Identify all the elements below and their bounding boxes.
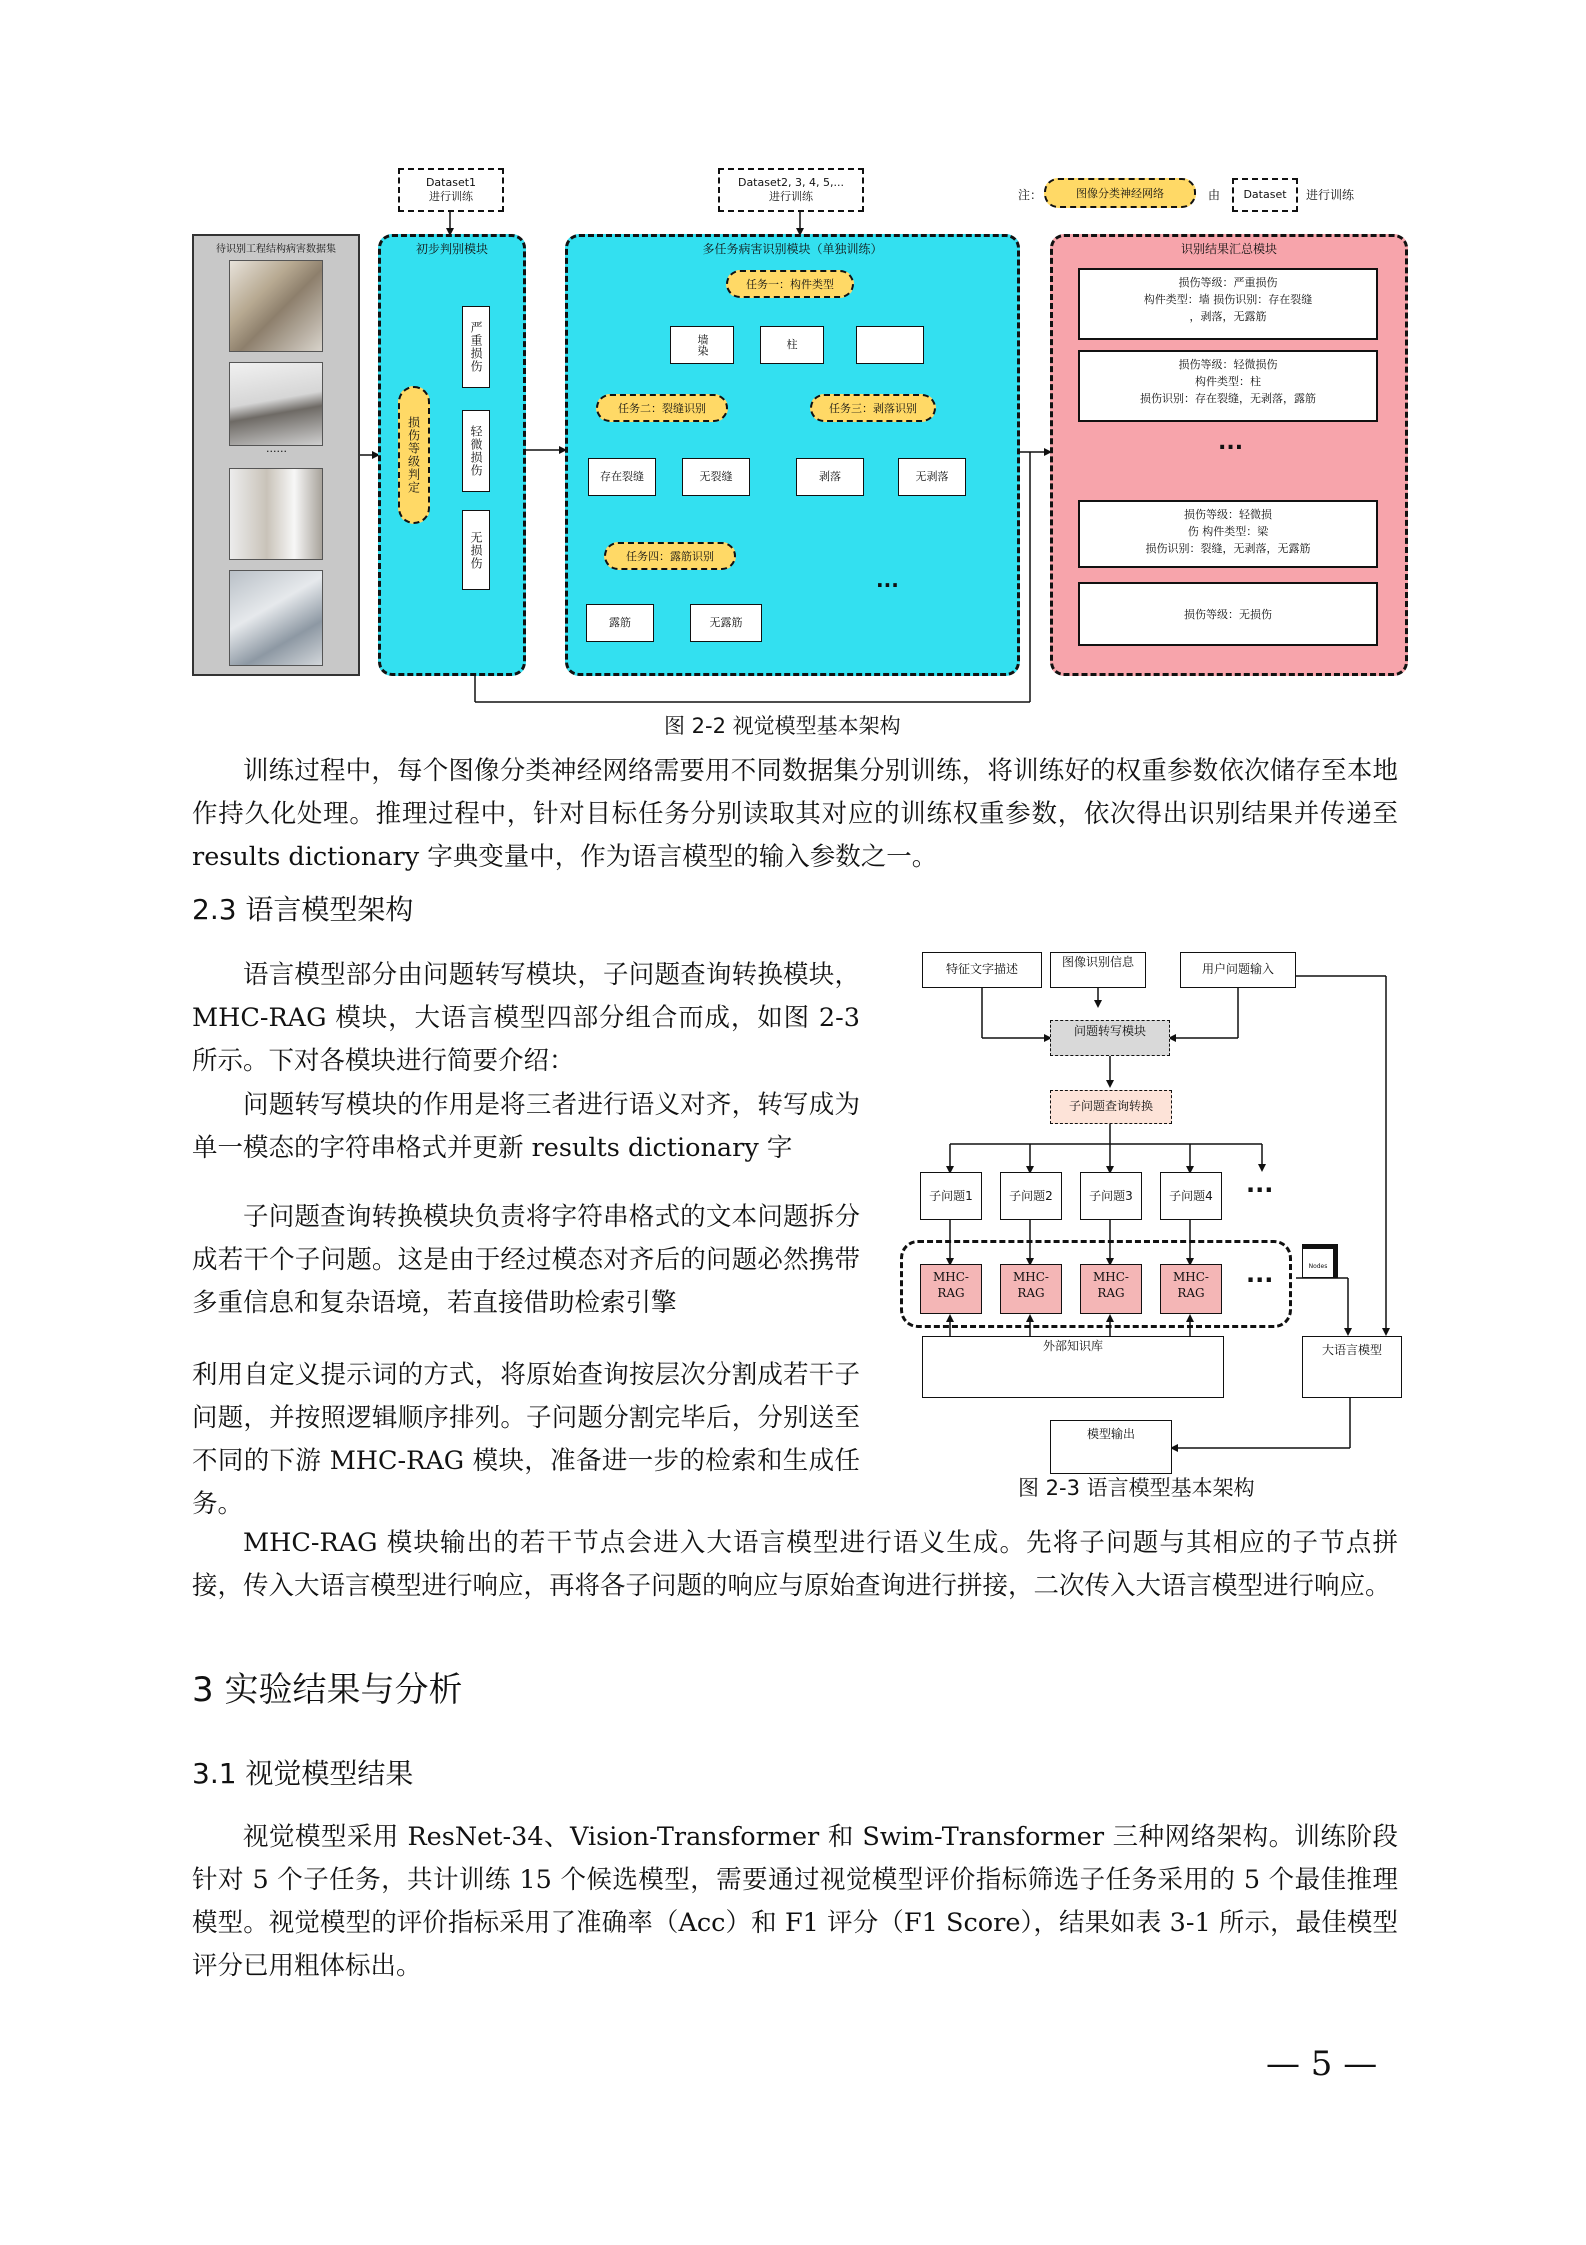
task1-label: 任务一：构件类型 bbox=[746, 278, 834, 291]
input-image-info bbox=[1050, 952, 1146, 988]
paragraph-subquestion: 子问题查询转换模块负责将字符串格式的文本问题拆分成若干个子问题。这是由于经过模态对齐后的问题必然携带多重信息和复杂语境，若直接借助检索引擎 bbox=[192, 1202, 860, 1318]
task1-opt-wall-label: 墙染 bbox=[696, 334, 709, 356]
result-3-line-3: 损伤识别：裂缝，无剥落，无露筋 bbox=[1145, 542, 1311, 555]
question-rewrite-label: 问题转写模块 bbox=[1073, 1024, 1146, 1038]
mhc-rag-3-label: MHC-RAG bbox=[1093, 1270, 1129, 1300]
severe-damage-label: 严重损伤 bbox=[469, 321, 483, 373]
damage-judge-label: 损伤等级判定 bbox=[406, 416, 421, 494]
dataset1-label: Dataset1 bbox=[425, 176, 477, 189]
external-knowledge-base bbox=[922, 1336, 1224, 1398]
section-3-heading: 3 实验结果与分析 bbox=[192, 1670, 463, 1710]
note-suffix: 进行训练 bbox=[1306, 188, 1355, 202]
result-2-line-3: 损伤识别：存在裂缝，无剥落，露筋 bbox=[1140, 392, 1316, 405]
note-dataset-label: Dataset bbox=[1243, 188, 1287, 201]
page-number: — 5 — bbox=[1266, 2044, 1378, 2084]
mhc-rag-4 bbox=[1160, 1264, 1222, 1314]
note-by: 由 bbox=[1208, 188, 1221, 202]
subquestion-transform-module bbox=[1050, 1090, 1172, 1124]
note-pill-label: 图像分类神经网络 bbox=[1076, 187, 1164, 200]
mhc-rag-1-label: MHC-RAG bbox=[933, 1270, 969, 1300]
subquestion-3-label: 子问题3 bbox=[1089, 1189, 1133, 1203]
input-user-question-label: 用户问题输入 bbox=[1201, 962, 1274, 976]
paragraph-prompt-split: 利用自定义提示词的方式，将原始查询按层次分割成若干子问题，并按照逻辑顺序排列。子问题分割完毕后，分别送至不同的下游 MHC-RAG 模块，准备进一步的检索和生成任务。 bbox=[192, 1360, 860, 1519]
result-3-line-2: 伤 构件类型：梁 bbox=[1187, 525, 1269, 538]
large-language-model bbox=[1302, 1336, 1402, 1398]
mhc-rag-3 bbox=[1080, 1264, 1142, 1314]
mhc-rag-2 bbox=[1000, 1264, 1062, 1314]
model-output-label: 模型输出 bbox=[1086, 1427, 1135, 1441]
paragraph-vision-results: 视觉模型采用 ResNet-34、Vision-Transformer 和 Swim-Transformer 三种网络架构。训练阶段针对 5 个子任务，共计训练 15 个候选模型，需要通过视觉模型评价指标筛选子任务采用的 5 个最佳推理模型。视觉模型的评价指标采用了准确率（Acc）和 F1 评分（F1 Score），结果如表 3-1 所示，最佳模型评分已用粗体标出。 bbox=[192, 1822, 1398, 1981]
mhc-rag-4-label: MHC-RAG bbox=[1173, 1270, 1209, 1300]
no-damage-label: 无损伤 bbox=[469, 530, 483, 570]
panel2-title: 多任务病害识别模块（单独训练） bbox=[702, 242, 883, 256]
result-2-line-1: 损伤等级：轻微损伤 bbox=[1178, 358, 1278, 371]
task-ellipsis: ... bbox=[876, 568, 899, 592]
result-1-line-2: 构件类型：墙 损伤识别：存在裂缝 bbox=[1143, 293, 1313, 306]
image-more-dots: ...... bbox=[266, 442, 287, 455]
input-user-question bbox=[1180, 952, 1296, 988]
dataset1-sub: 进行训练 bbox=[429, 190, 473, 203]
dataset2-sub: 进行训练 bbox=[769, 190, 813, 203]
result-1-line-1: 损伤等级：严重损伤 bbox=[1178, 276, 1278, 289]
subquestion-2-label: 子问题2 bbox=[1009, 1189, 1053, 1203]
subquestion-transform-label: 子问题查询转换 bbox=[1068, 1099, 1153, 1113]
paragraph-mhc-rag-output: MHC-RAG 模块输出的若干节点会进入大语言模型进行语义生成。先将子问题与其相应的子节点拼接，传入大语言模型进行响应，再将各子问题的响应与原始查询进行拼接，二次传入大语言模型进行响应。 bbox=[192, 1528, 1398, 1601]
nodes-doc-label: Nodes bbox=[1308, 1263, 1328, 1270]
task4-opt-rebar-label: 露筋 bbox=[609, 616, 631, 629]
task2-opt-nocrack-label: 无裂缝 bbox=[699, 470, 733, 483]
section-2-3-heading: 2.3 语言模型架构 bbox=[192, 893, 414, 926]
task2-label: 任务二：裂缝识别 bbox=[618, 402, 706, 415]
subquestion-4-label: 子问题4 bbox=[1169, 1189, 1213, 1203]
result-4-line-1: 损伤等级：无损伤 bbox=[1184, 608, 1272, 621]
note-prefix: 注： bbox=[1018, 188, 1043, 202]
subquestion-2 bbox=[1000, 1172, 1062, 1220]
model-output bbox=[1050, 1420, 1172, 1474]
subquestion-1-label: 子问题1 bbox=[929, 1189, 973, 1203]
minor-damage-label: 轻微损伤 bbox=[469, 425, 483, 477]
task3-opt-nospall-label: 无剥落 bbox=[915, 470, 949, 483]
mhc-rag-2-label: MHC-RAG bbox=[1013, 1270, 1049, 1300]
result-3-line-1: 损伤等级：轻微损 bbox=[1184, 508, 1272, 521]
input-feature-text-label: 特征文字描述 bbox=[945, 962, 1018, 976]
image-set-title: 待识别工程结构病害数据集 bbox=[216, 244, 336, 255]
subquestion-more: ··· bbox=[1246, 1176, 1274, 1204]
question-rewrite-module bbox=[1050, 1020, 1170, 1056]
subquestion-3 bbox=[1080, 1172, 1142, 1220]
task2-opt-crack-label: 存在裂缝 bbox=[600, 470, 644, 483]
dataset2-label: Dataset2, 3, 4, 5,... bbox=[737, 176, 845, 189]
input-feature-text bbox=[922, 952, 1042, 988]
input-image-info-label: 图像识别信息 bbox=[1061, 955, 1134, 969]
paragraph-language-model: 语言模型部分由问题转写模块，子问题查询转换模块，MHC-RAG 模块，大语言模型四部分组合而成，如图 2-3 所示。下对各模块进行简要介绍： bbox=[192, 960, 860, 1076]
external-knowledge-base-label: 外部知识库 bbox=[1042, 1339, 1103, 1353]
mhc-rag-1 bbox=[920, 1264, 982, 1314]
paragraph-training-inference: 训练过程中，每个图像分类神经网络需要用不同数据集分别训练，将训练好的权重参数依次储存至本地作持久化处理。推理过程中，针对目标任务分别读取其对应的训练权重参数，依次得出识别结果并传递至 results dictionary 字典变量中，作为语言模型的输入参数之一。 bbox=[192, 756, 1398, 872]
task4-label: 任务四：露筋识别 bbox=[626, 550, 714, 563]
panel3-title: 识别结果汇总模块 bbox=[1180, 242, 1277, 256]
result-1-line-3: ，剥落，无露筋 bbox=[1189, 310, 1267, 323]
figure-2-3-caption: 图 2-3 语言模型基本架构 bbox=[1018, 1476, 1255, 1500]
task3-opt-spall-label: 剥落 bbox=[819, 470, 841, 483]
subquestion-4 bbox=[1160, 1172, 1222, 1220]
mhc-rag-more: ··· bbox=[1246, 1266, 1274, 1294]
paragraph-question-rewrite: 问题转写模块的作用是将三者进行语义对齐，转写成为单一模态的字符串格式并更新 results dictionary 字 bbox=[192, 1090, 860, 1163]
task1-opt-column-label: 柱 bbox=[786, 338, 798, 351]
section-3-1-heading: 3.1 视觉模型结果 bbox=[192, 1757, 414, 1790]
figure-2-2-caption: 图 2-2 视觉模型基本架构 bbox=[664, 714, 901, 738]
subquestion-1 bbox=[920, 1172, 982, 1220]
results-ellipsis: ... bbox=[1218, 430, 1244, 455]
result-2-line-2: 构件类型：柱 bbox=[1195, 375, 1261, 388]
task3-label: 任务三：剥落识别 bbox=[829, 402, 917, 415]
large-language-model-label: 大语言模型 bbox=[1321, 1343, 1382, 1357]
task4-opt-norebar-label: 无露筋 bbox=[709, 616, 743, 629]
panel1-title: 初步判别模块 bbox=[415, 242, 488, 256]
nodes-doc-icon bbox=[1302, 1244, 1338, 1278]
